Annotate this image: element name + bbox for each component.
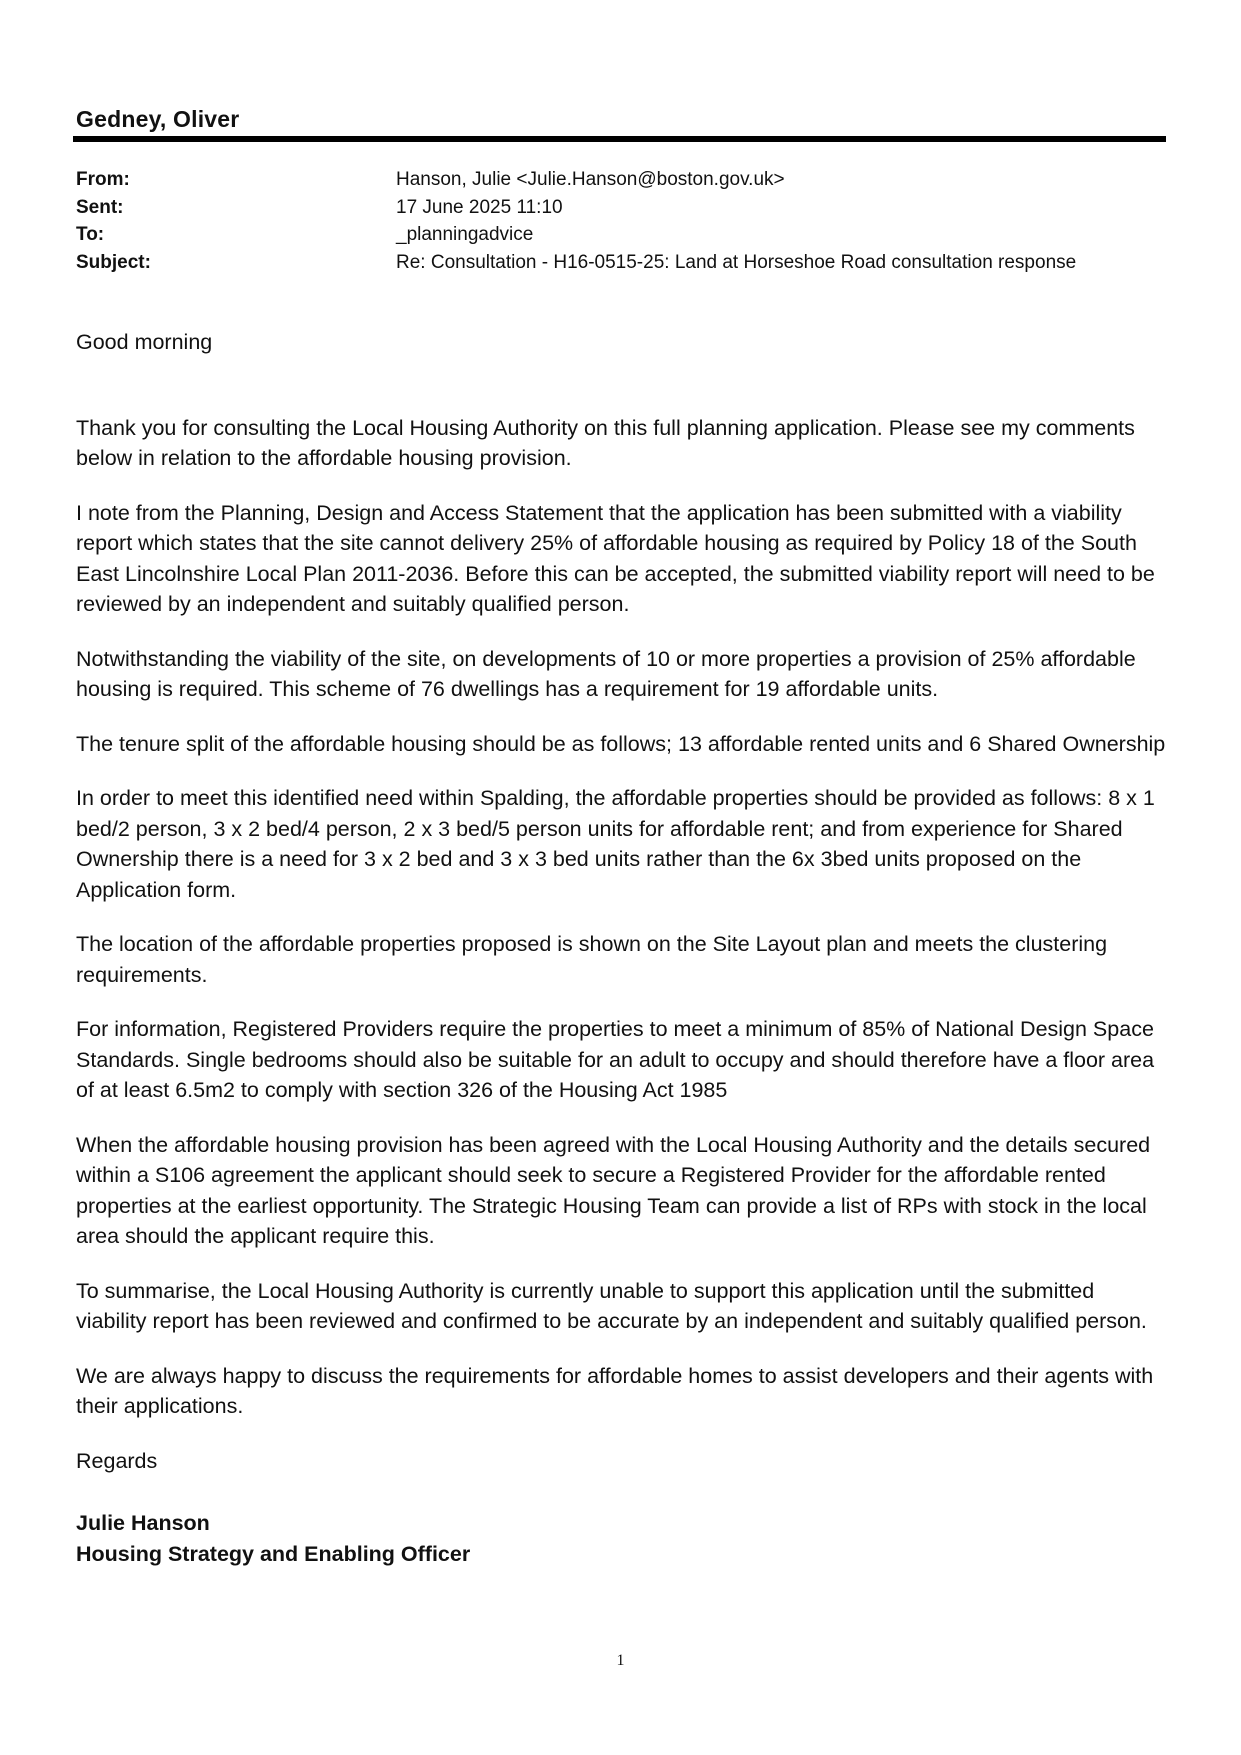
signature-name: Julie Hanson xyxy=(76,1511,210,1535)
signature-block xyxy=(76,1508,1166,1569)
email-headers xyxy=(76,166,1166,276)
email-body xyxy=(76,327,1166,1569)
header-divider xyxy=(73,136,1166,142)
subject-value: Re: Consultation - H16-0515-25: Land at Horseshoe Road consultation response xyxy=(396,251,1077,273)
subject-label: Subject: xyxy=(76,251,151,273)
body-paragraph: In order to meet this identified need within Spalding, the affordable properties should be provided as follows: 8 x 1 bed/2 person, 3 x 2 bed/4 person, 2 x 3 bed/5 person units for affordable rent; and from experience for Shared Ownership there is a need for 3 x 2 bed and 3 x 3 bed units rather than the 6x 3bed units proposed on the Application form. xyxy=(76,786,1155,902)
sent-row xyxy=(76,194,1166,222)
from-value: Hanson, Julie <Julie.Hanson@boston.gov.uk> xyxy=(396,169,785,190)
body-paragraph: The tenure split of the affordable housing should be as follows; 13 affordable rented units and 6 Shared Ownership xyxy=(76,731,1166,756)
sign-off: Regards xyxy=(76,1448,158,1473)
body-paragraph: Notwithstanding the viability of the site, on developments of 10 or more properties a provision of 25% affordable housing is required. This scheme of 76 dwellings has a requirement for 19 affordable units. xyxy=(76,646,1136,701)
from-row xyxy=(76,166,1166,194)
subject-row xyxy=(76,249,1166,277)
body-paragraph: To summarise, the Local Housing Authority is currently unable to support this application until the submitted viability report has been reviewed and confirmed to be accurate by an independent and suitably qualified person. xyxy=(76,1278,1147,1333)
body-paragraph: Thank you for consulting the Local Housing Authority on this full planning application. Please see my comments below in relation to the affordable housing provision. xyxy=(76,415,1135,470)
sent-label: Sent: xyxy=(76,196,124,218)
body-paragraph: I note from the Planning, Design and Access Statement that the application has been submitted with a viability report which states that the site cannot delivery 25% of affordable housing as required by Policy 18 of the South East Lincolnshire Local Plan 2011-2036. Before this can be accepted, the submitted viability report will need to be reviewed by an independent and suitably qualified person. xyxy=(76,500,1155,616)
body-paragraph: For information, Registered Providers require the properties to meet a minimum of 85% of National Design Space Standards. Single bedrooms should also be suitable for an adult to occupy and should therefore have a floor area of at least 6.5m2 to comply with section 326 of the Housing Act 1985 xyxy=(76,1017,1155,1102)
to-value: _planningadvice xyxy=(396,224,534,245)
body-paragraph: The location of the affordable properties proposed is shown on the Site Layout plan and meets the clustering requirements. xyxy=(76,932,1108,987)
page-number: 1 xyxy=(616,1652,625,1669)
to-row xyxy=(76,221,1166,249)
greeting: Good morning xyxy=(76,330,213,354)
body-paragraph: When the affordable housing provision has been agreed with the Local Housing Authority and the details secured within a S106 agreement the applicant should seek to secure a Registered Provider for the affordable rented properties at the earliest opportunity. The Strategic Housing Team can provide a list of RPs with stock in the local area should the applicant require this. xyxy=(76,1132,1151,1248)
from-label: From: xyxy=(76,169,130,190)
sent-value: 17 June 2025 11:10 xyxy=(396,196,563,218)
mailbox-owner-name: Gedney, Oliver xyxy=(76,106,240,132)
to-label: To: xyxy=(76,224,105,245)
signature-title: Housing Strategy and Enabling Officer xyxy=(76,1541,471,1566)
body-paragraph: We are always happy to discuss the requirements for affordable homes to assist developers and their agents with their applications. xyxy=(76,1363,1154,1418)
